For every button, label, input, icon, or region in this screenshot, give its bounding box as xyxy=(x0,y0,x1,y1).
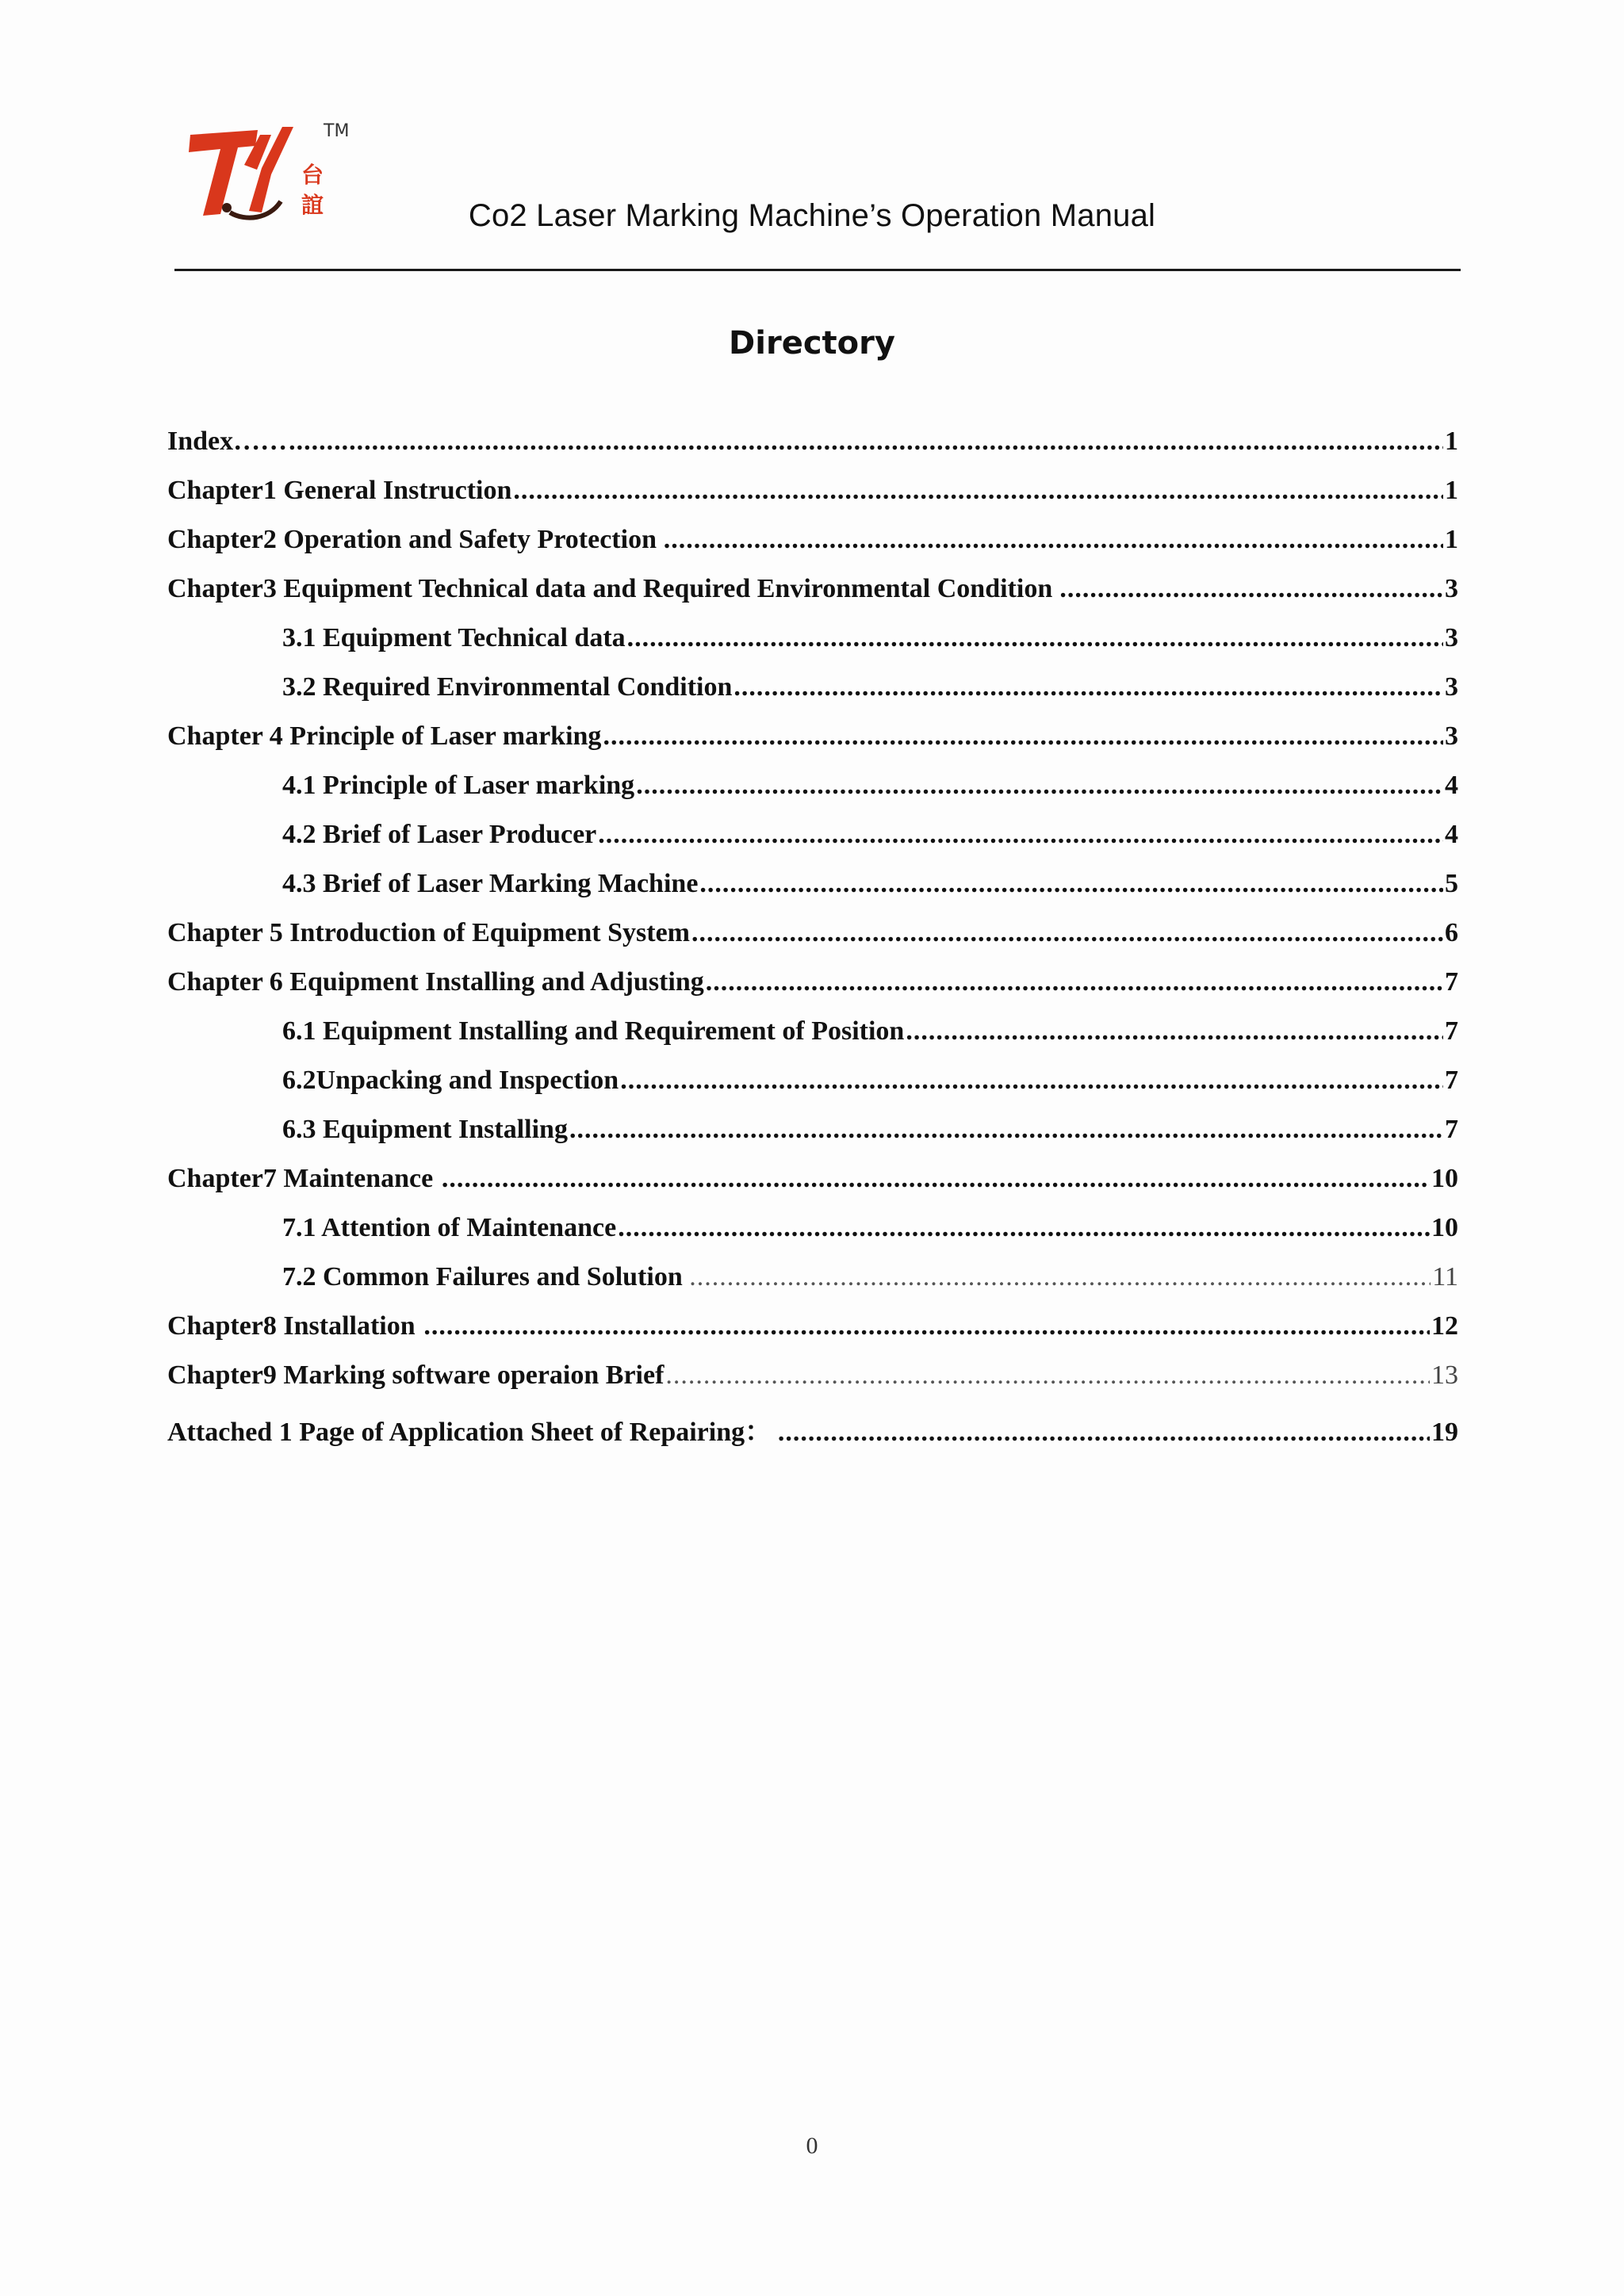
toc-page: 4 xyxy=(1445,771,1458,800)
toc-page: 3 xyxy=(1445,623,1458,652)
toc-page: 7 xyxy=(1445,1115,1458,1144)
toc-label: 4.1 Principle of Laser marking xyxy=(282,771,635,800)
toc-label: 4.3 Brief of Laser Marking Machine xyxy=(282,869,699,898)
toc-page: 12 xyxy=(1431,1311,1458,1341)
toc-label: Chapter7 Maintenance xyxy=(167,1164,434,1193)
toc-entry[interactable] xyxy=(167,1311,1458,1360)
document-header-title: Co2 Laser Marking Machine’s Operation Manual xyxy=(468,198,1156,233)
toc-page: 10 xyxy=(1431,1213,1458,1242)
toc-leader xyxy=(778,1418,1430,1448)
toc-entry[interactable] xyxy=(167,1262,1458,1311)
toc-leader xyxy=(618,1213,1430,1243)
toc-page: 3 xyxy=(1445,721,1458,751)
toc-label: 3.1 Equipment Technical data xyxy=(282,623,626,652)
toc-entry[interactable] xyxy=(167,623,1458,672)
toc-page: 7 xyxy=(1445,1066,1458,1095)
toc-leader xyxy=(423,1311,1430,1341)
toc-page: 1 xyxy=(1445,427,1458,456)
toc-page: 1 xyxy=(1445,476,1458,505)
toc-leader xyxy=(691,918,1443,948)
toc-leader xyxy=(636,771,1443,801)
toc-page: 19 xyxy=(1431,1418,1458,1447)
toc-entry[interactable] xyxy=(167,1410,1458,1459)
logo-char-2: 誼 xyxy=(301,192,324,218)
page-title: Directory xyxy=(729,325,895,362)
toc-label: Chapter1 General Instruction xyxy=(167,476,512,505)
toc-entry[interactable] xyxy=(167,820,1458,869)
toc-label: 3.2 Required Environmental Condition xyxy=(282,672,733,702)
toc-leader xyxy=(603,721,1443,752)
toc-label: Chapter3 Equipment Technical data and Required Environmental Condition xyxy=(167,574,1053,603)
toc-entry[interactable] xyxy=(167,574,1458,623)
toc-leader xyxy=(513,476,1443,506)
toc-leader xyxy=(664,525,1443,555)
logo-tm: TM xyxy=(324,121,350,141)
toc-entry[interactable] xyxy=(167,427,1458,476)
toc-leader xyxy=(1059,574,1443,604)
toc-label: Chapter 5 Introduction of Equipment System xyxy=(167,918,690,947)
toc-entry[interactable] xyxy=(167,525,1458,574)
toc-entry[interactable] xyxy=(167,672,1458,721)
toc-entry[interactable] xyxy=(167,771,1458,820)
table-of-contents xyxy=(167,427,1458,1459)
toc-leader xyxy=(689,1262,1431,1292)
toc-entry[interactable] xyxy=(167,967,1458,1016)
toc-entry[interactable] xyxy=(167,918,1458,967)
toc-leader xyxy=(569,1115,1443,1145)
toc-label: 7.2 Common Failures and Solution xyxy=(282,1262,683,1292)
toc-leader xyxy=(706,967,1443,997)
toc-page: 3 xyxy=(1445,574,1458,603)
toc-page: 7 xyxy=(1445,1016,1458,1046)
toc-leader xyxy=(627,623,1443,653)
toc-page: 11 xyxy=(1432,1262,1458,1292)
toc-leader xyxy=(620,1066,1443,1096)
page-number: 0 xyxy=(806,2133,818,2159)
toc-label: 6.2Unpacking and Inspection xyxy=(282,1066,619,1095)
toc-leader xyxy=(442,1164,1430,1194)
toc-entry[interactable] xyxy=(167,1115,1458,1164)
toc-page: 1 xyxy=(1445,525,1458,554)
toc-leader xyxy=(699,869,1443,899)
toc-label: Chapter9 Marking software operaion Brief xyxy=(167,1360,665,1390)
toc-page: 10 xyxy=(1431,1164,1458,1193)
toc-label: Attached 1 Page of Application Sheet of Repairing： xyxy=(167,1418,772,1447)
toc-label: 6.1 Equipment Installing and Requirement of Position xyxy=(282,1016,905,1046)
toc-leader xyxy=(906,1016,1443,1047)
toc-label: Chapter 6 Equipment Installing and Adjusting xyxy=(167,967,704,997)
toc-leader xyxy=(733,672,1443,702)
toc-page: 5 xyxy=(1445,869,1458,898)
toc-entry[interactable] xyxy=(167,1164,1458,1213)
toc-entry[interactable] xyxy=(167,476,1458,525)
toc-entry[interactable] xyxy=(167,1360,1458,1410)
toc-label: Chapter2 Operation and Safety Protection xyxy=(167,525,657,554)
toc-label: Index…… xyxy=(167,427,288,456)
toc-leader xyxy=(289,427,1443,457)
toc-label: Chapter 4 Principle of Laser marking xyxy=(167,721,602,751)
toc-label: 7.1 Attention of Maintenance xyxy=(282,1213,617,1242)
toc-page: 7 xyxy=(1445,967,1458,997)
toc-page: 3 xyxy=(1445,672,1458,702)
toc-leader xyxy=(598,820,1443,850)
toc-label: 6.3 Equipment Installing xyxy=(282,1115,568,1144)
toc-entry[interactable] xyxy=(167,1213,1458,1262)
header-divider xyxy=(174,269,1461,271)
toc-entry[interactable] xyxy=(167,869,1458,918)
toc-page: 13 xyxy=(1431,1360,1458,1390)
toc-entry[interactable] xyxy=(167,721,1458,771)
toc-label: Chapter8 Installation xyxy=(167,1311,416,1341)
toc-entry[interactable] xyxy=(167,1016,1458,1066)
logo-char-1: 台 xyxy=(301,162,324,188)
toc-page: 6 xyxy=(1445,918,1458,947)
toc-entry[interactable] xyxy=(167,1066,1458,1115)
toc-page: 4 xyxy=(1445,820,1458,849)
toc-label: 4.2 Brief of Laser Producer xyxy=(282,820,597,849)
toc-leader xyxy=(665,1360,1430,1391)
